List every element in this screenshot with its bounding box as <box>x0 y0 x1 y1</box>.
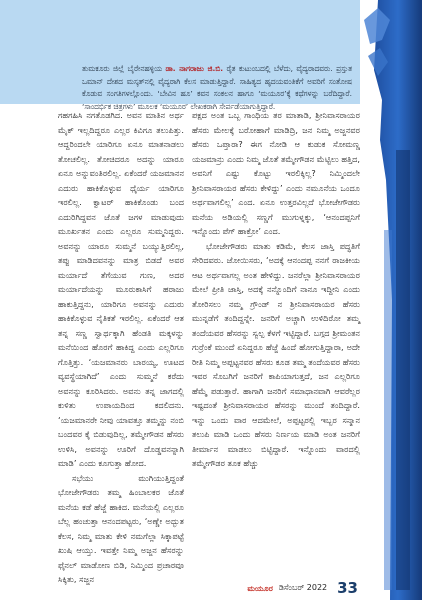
bio-text-after: ರೈತ ಕುಟುಂಬದಲ್ಲಿ ಬೆಳೆದು, ವೈದ್ಯರಾದವರು. ಪ್ರಸ್ತುತ ಒಮಾನ್ ದೇಶದ ಮಸ್ಕತ್‌ನಲ್ಲಿ ವೈದ್ಯರಾಗಿ ಕೆಲಸ ಮಾಡುತ್ತಿದ್ದಾರೆ. ಸಾಹಿತ್ಯದ ಹೃದಯವಂತಿಕೆಗೆ ಅವರಿಗೆ ಸಂತೋಷ ಕೊಡುವ ಸಂಗತಿಗಳಲ್ಲೊಂದು. ‘ಬೇವಿನ ಹೂ’ ಕವನ ಸಂಕಲನ ಹಾಗೂ ‘ಮಯೂರ’ಕ್ಕೆ ಕಥೆಗಳನ್ನು ಬರೆದಿದ್ದಾರೆ. ‘ಸಾಂದರ್ಭಿಕ ಚಿತ್ರಗಳು’ ಮೂಲಕ ‘ಮಯೂರ’ ಲೇಖಕರಾಗಿ ಸೇರ್ಪಡೆಯಾಗುತ್ತಿದ್ದಾರೆ. <box>82 64 352 111</box>
author-name: ಡಾ. ನಾಗರಾಜು ಜಿ.ಬಿ. <box>165 64 224 73</box>
article-column-left <box>58 108 184 587</box>
col2-paragraph-1: ಪಕ್ಷದ ಅಂತ ಒಬ್ಬ ಗಾಂಧಿಯ ತರ ಮಾತಾಡಿ, ಶ್ರೀನಿವಾಸರಾಯರ ಹೆಸರು ಮೇಲಕ್ಕೆ ಬರೋಹಾಗೆ ಮಾಡಿದ್ರಿ, ಜನ ನಿಮ್ಮ ಅಜ್ಜನವರ ಹೆಸರು ಒಪ್ತಾರಾ? ಈಗ ನೋಡಿ ಆ ಕುಡುಕ ಸೋಮಣ್ಣ ಯಜಮಾನ್ರು ಎಂದು ನಿಮ್ಮ ಜೊತೆ ತಮ್ಮೇಗೌಡನ ಮೆಟ್ಟಿಲು ಹತ್ತಿದ, ಅವನಿಗೆ ಎಷ್ಟು ಕೊಟ್ಟು ಇರಲಿಕ್ಕಿಲ್ಲ? ನಿಮ್ಮಿಂದಲೇ ಶ್ರೀನಿವಾಸರಾಯರ ಹೆಸರು ಕೇಳಿದ್ದು’ ಎಂದು ನಮೂನೆಯ ಒಂದೂ ಅರ್ಥವಾಗಲಿಲ್ಲ’ ಎಂದ. ಏನೂ ಉತ್ತರವಿಲ್ಲದೆ ಭೋಜೇಗೌಡರು ಮನೆಯ ಅಡಿಯಲ್ಲಿ ಸಣ್ಣಗೆ ಮುಗುಳ್ನಕ್ಕು, ‘ಆನಂದಪ್ಪನಿಗೆ ಇನ್ನೊಂದು ಪೆಗ್ ಹಾಕ್ರೋ’ ಎಂದ. <box>192 110 360 236</box>
article-column-right <box>192 108 360 471</box>
col1-paragraph-1: ಗಹಗಹಿಸಿ ನಗತೊಡಗಿದ. ಅವನ ಮಾತಿನ ಅರ್ಥ ಮೈಕ್ ಇಲ್ಲದಿದ್ದರೂ ಎಲ್ಲರ ಕಿವಿಗೂ ತಲುಪಿತ್ತು. ಆದ್ದರಿಂದಲೇ ಯಾರಿಗೂ ಏನೂ ಮಾತನಾಡಲು ತೋಚಲಿಲ್ಲ. ತೋಚಿದರೂ ಅದನ್ನು ಯಾರೂ ಏನೂ ಅನ್ನುವಂತಿರಲಿಲ್ಲ. ಏಕೆಂದರೆ ಯಜಮಾನನ ಎದುರು ಹಾಕಿಕೊಳ್ಳುವ ಧೈರ್ಯ ಯಾರಿಗೂ ಇರಲಿಲ್ಲ. ಕ್ವಾಟರ್ ಹಾಕಿಕೊಂಡು ಬಂದ ಎದುರಿಗಿದ್ದವನ ಜೊತೆ ಜಗಳ ಮಾಡುವುದು ಮೂರ್ಖತನ ಎಂದು ಎಲ್ಲರೂ ಸುಮ್ಮನಿದ್ದರು. ಅವನನ್ನು ಯಾರೂ ಸುಮ್ಮನೆ ಬಯ್ಯುತ್ತಿರಲಿಲ್ಲ, ತಪ್ಪು ಮಾಡಿದವನನ್ನು ಮಾತ್ರ ಬಿಡದೆ ಅವರ ಮರ್ಯಾದೆ ತೆಗೆಯುವ ಗುಣ, ಅದರ ಮರ್ಯಾದೆಯನ್ನು ಮೂರುಕಾಸಿಗೆ ಹರಾಜು ಹಾಕುತ್ತಿದ್ದನು, ಯಾರಿಗೂ ಅವನನ್ನು ಎದುರು ಹಾಕಿಕೊಳ್ಳುವ ನೈತಿಕತೆ ಇರಲಿಲ್ಲ. ಏಕೆಂದರೆ ಆತ ತನ್ನ ಸಣ್ಣ ಸ್ವಾರ್ಥಕ್ಕಾಗಿ ಹೆಂಡತಿ ಮಕ್ಕಳನ್ನು ಮನೆಯಿಂದ ಹೊರಗೆ ಹಾಕಿದ್ದ ಎಂದು ಎಲ್ಲರಿಗೂ ಗೊತ್ತಿತ್ತು. ‘ಯಜಮಾನರು ಬಾರಯ್ಯ, ಊಟದ ವ್ಯವಸ್ಥೆಯಾಗಿದೆ’ ಎಂದು ಸುಮ್ಮನೆ ಕರೆದು ಅವನನ್ನು ಕೂರಿಸಿದರು. ಅವನು ತನ್ನ ಜಾಗದಲ್ಲಿ ಕುಳಿತು ಉಪಾಯದಿಂದ ಕದಲಿದನು. ‘ಯಜಮಾನರೇ ನೀವು ಯಾವತ್ತೂ ತಮ್ಮನ್ನು ನಂಬಿ ಬಂದವರ ಕೈ ಬಿಡುವುದಿಲ್ಲ, ತಮ್ಮೇಗೌಡನ ಹೆಸರು ಉಳಿಸಿ, ಅವನನ್ನು ಊರಿಗೆ ದೊಡ್ಡವನನ್ನಾಗಿ ಮಾಡಿ’ ಎಂದು ಕೂಗುತ್ತಾ ಹೋದ. <box>58 110 184 468</box>
page-footer <box>58 581 358 595</box>
col2-paragraph-2: ಭೋಜೇಗೌಡರು ಮಾತು ಕಡಿಮೆ, ಕೆಲಸ ಜಾಸ್ತಿ ಪದ್ಧತಿಗೆ ಸೇರಿದವರು. ಜೋಯಿಸರು, ‘ಅದಕ್ಕೆ ಆನಂದಪ್ಪ ನನಗೆ ರಾಜಕೀಯ ಆಟ ಅರ್ಥವಾಗಲ್ಲ ಅಂತ ಹೇಳಿದ್ದು. ಜನರೆಲ್ಲಾ ಶ್ರೀನಿವಾಸರಾಯರ ಮೇಲೆ ಪ್ರೀತಿ ಜಾಸ್ತಿ, ಅದಕ್ಕೆ ನನ್ನೊಂದಿಗೆ ನಾನೂ ಇದ್ದೀನಿ ಎಂದು ತೋರಿಸಲು ನಮ್ಮ ಗ್ರೌಂಡ್ ನ ಶ್ರೀನಿವಾಸರಾಯರ ಹೆಸರು ಮುನ್ನಡೆಗೆ ತಂದಿದ್ದನ್ನೇ. ಜನರಿಗೆ ಅಚ್ಚಾಗಿ ಉಳಿದಿರೋ ತಮ್ಮ ತಂದೆಯವರ ಹೆಸರನ್ನು ಸ್ವಲ್ಪ ಕೆಳಗೆ ಇಟ್ಟಿದ್ದಾರೆ. ಬಗ್ಗದ ಶ್ರೀಮಂತನ ಗುರ್ರೆಂಕೆ ಮುಂದೆ ಏನಿದ್ದರೂ ಹೆಜ್ಜೆ ಹಿಂದೆ ಹೋಗುತ್ತಿದ್ದಾರಾ, ಅದೇ ರೀತಿ ನಿಮ್ಮ ಅಪ್ಪಟ್ಟನವರ ಹೆಸರು ಕೂಡ ತಮ್ಮ ತಂದೆಯವರ ಹೆಸರು ಇವರ ಸೊಬಗಿಗೆ ಜನರಿಗೆ ಕಾಪಿಯಾಗುತ್ತದೆ, ಜನ ಎಲ್ಲರಿಗೂ ಹೆಮ್ಮೆ ಪಡುತ್ತಾರೆ. ಹಾಗಾಗಿ ಜನರಿಗೆ ಸಮಾಧಾನವಾಗಿ ಆವರೆಲ್ಲರ ಇಷ್ಟದಂತೆ ಶ್ರೀನಿವಾಸರಾಯರ ಹೆಸರನ್ನು ಮುಂದೆ ತಂದಿದ್ದಾರೆ. ಇನ್ನು ಒಂದು ವಾರ ಆದಮೇಲೆ, ಅಪ್ಪಟ್ಟರಲ್ಲಿ ಇಬ್ಬರ ಸನ್ಮಾನ ತಲುಪಿ ಮಾಡಿ ಒಂದು ಹೆಸರು ನಿರ್ಣಯ ಮಾಡಿ ಅಂತ ಜನರಿಗೆ ತೀರ್ಮಾನ ಮಾಡಲು ಬಿಟ್ಟಿದ್ದಾರೆ. ಇನ್ನೊಂದು ವಾರದಲ್ಲಿ ತಮ್ಮೇಗೌಡರ ತೂಕ ಹೆಚ್ಚು <box>192 240 360 468</box>
author-bio-text <box>82 63 352 113</box>
author-bio-box <box>0 0 422 111</box>
pillar-sculpture-art <box>360 0 422 600</box>
magazine-logo: ಮಯೂರ <box>247 582 273 593</box>
bio-text-before: ತುಮಕೂರು ಜಿಲ್ಲೆ ಬೈರೇನಹಳ್ಳಿಯ <box>82 64 162 73</box>
page-number: 33 <box>337 579 358 597</box>
col1-paragraph-2: ಸಭೆಯು ಮುಗಿಯುತ್ತಿದ್ದಂತೆ ಭೋಜೇಗೌಡರು ತಮ್ಮ ಹಿಂಬಾಲಕರ ಜೊತೆ ಮನೆಯ ಕಡೆ ಹೆಜ್ಜೆ ಹಾಕಿದ. ಮನೆಯಲ್ಲಿ ಎಲ್ಲರೂ ಬೆಲ್ಲ ಹಂಚುತ್ತಾ ಆನಂದಪಟ್ಟರು, ‘ಅಣ್ಣೇ ಅದ್ಭುತ ಕೆಲಸ, ನಿಮ್ಮ ಮಾತು ಕೇಳಿ ನಮಗೆಲ್ಲಾ ಸಿಕ್ಕಾಪಟ್ಟೆ ಖುಷಿ ಆಯ್ತು. ಇವತ್ತೇ ನಿಮ್ಮ ಅಜ್ಜನ ಹೆಸರನ್ನು ಫೈನಲ್ ಮಾಡೋಣ ಬಿಡಿ, ನಿಮ್ಮಿಂದ ಪ್ರಚಾರವೂ ಸಿಕ್ಕಿತು, ಸಜ್ಜನ <box>58 472 184 584</box>
issue-date: ಡಿಸೆಂಬರ್ 2022 <box>278 583 328 592</box>
